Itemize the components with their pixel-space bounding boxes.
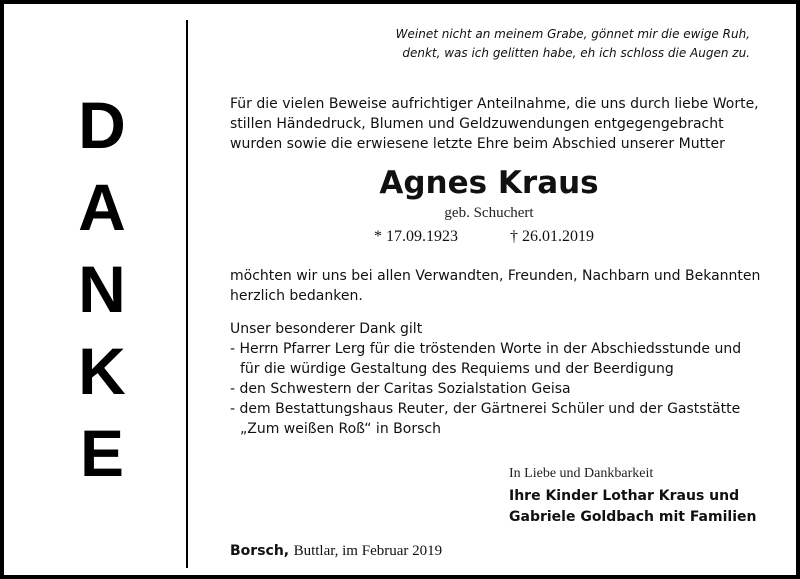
intro-line: Für die vielen Beweise aufrichtiger Anteilnahme, die uns durch liebe Worte, [230,96,759,112]
signature-line: Gabriele Goldbach mit Familien [509,509,757,525]
motto-verse [330,25,750,63]
special-line: - den Schwestern der Caritas Sozialstation Geisa [230,381,571,397]
danke-letter: A [78,170,126,244]
place-town: Borsch, [230,543,290,559]
signature-line: Ihre Kinder Lothar Kraus und [509,488,740,504]
place-date [230,543,442,560]
thanks-line: herzlich bedanken. [230,288,363,304]
place-date-rest: Buttlar, im Februar 2019 [293,543,443,559]
thanks-line: möchten wir uns bei allen Verwandten, Freunden, Nachbarn und Bekannten [230,268,761,284]
special-line: - dem Bestattungshaus Reuter, der Gärtnerei Schüler und der Gaststätte [230,401,741,417]
divider-line [186,20,188,568]
signature-block [509,486,756,528]
closing-phrase: In Liebe und Dankbarkeit [509,466,654,481]
special-thanks [230,319,741,439]
danke-vertical-title [62,84,142,494]
deceased-name: Agnes Kraus [379,165,599,201]
intro-line: wurden sowie die erwiesene letzte Ehre beim Abschied unserer Mutter [230,136,725,152]
danke-letter: K [78,334,126,408]
intro-paragraph [230,94,759,154]
death-date: † 26.01.2019 [510,228,594,245]
birth-date: * 17.09.1923 [374,228,458,245]
danke-letter: D [78,88,126,162]
thanks-paragraph [230,266,760,306]
special-heading: Unser besonderer Dank gilt [230,321,423,337]
danke-letter: N [78,252,126,326]
motto-line: Weinet nicht an meinem Grabe, gönnet mir die ewige Ruh, [395,27,750,41]
danke-letter: E [79,416,125,490]
special-line: für die würdige Gestaltung des Requiems und der Beerdigung [240,361,674,377]
motto-line: denkt, was ich gelitten habe, eh ich schloss die Augen zu. [402,46,750,60]
birth-name: geb. Schuchert [444,205,534,221]
special-line: - Herrn Pfarrer Lerg für die tröstenden Worte in der Abschiedsstunde und [230,341,742,357]
special-line: „Zum weißen Roß“ in Borsch [240,421,441,437]
intro-line: stillen Händedruck, Blumen und Geldzuwendungen entgegengebracht [230,116,724,132]
